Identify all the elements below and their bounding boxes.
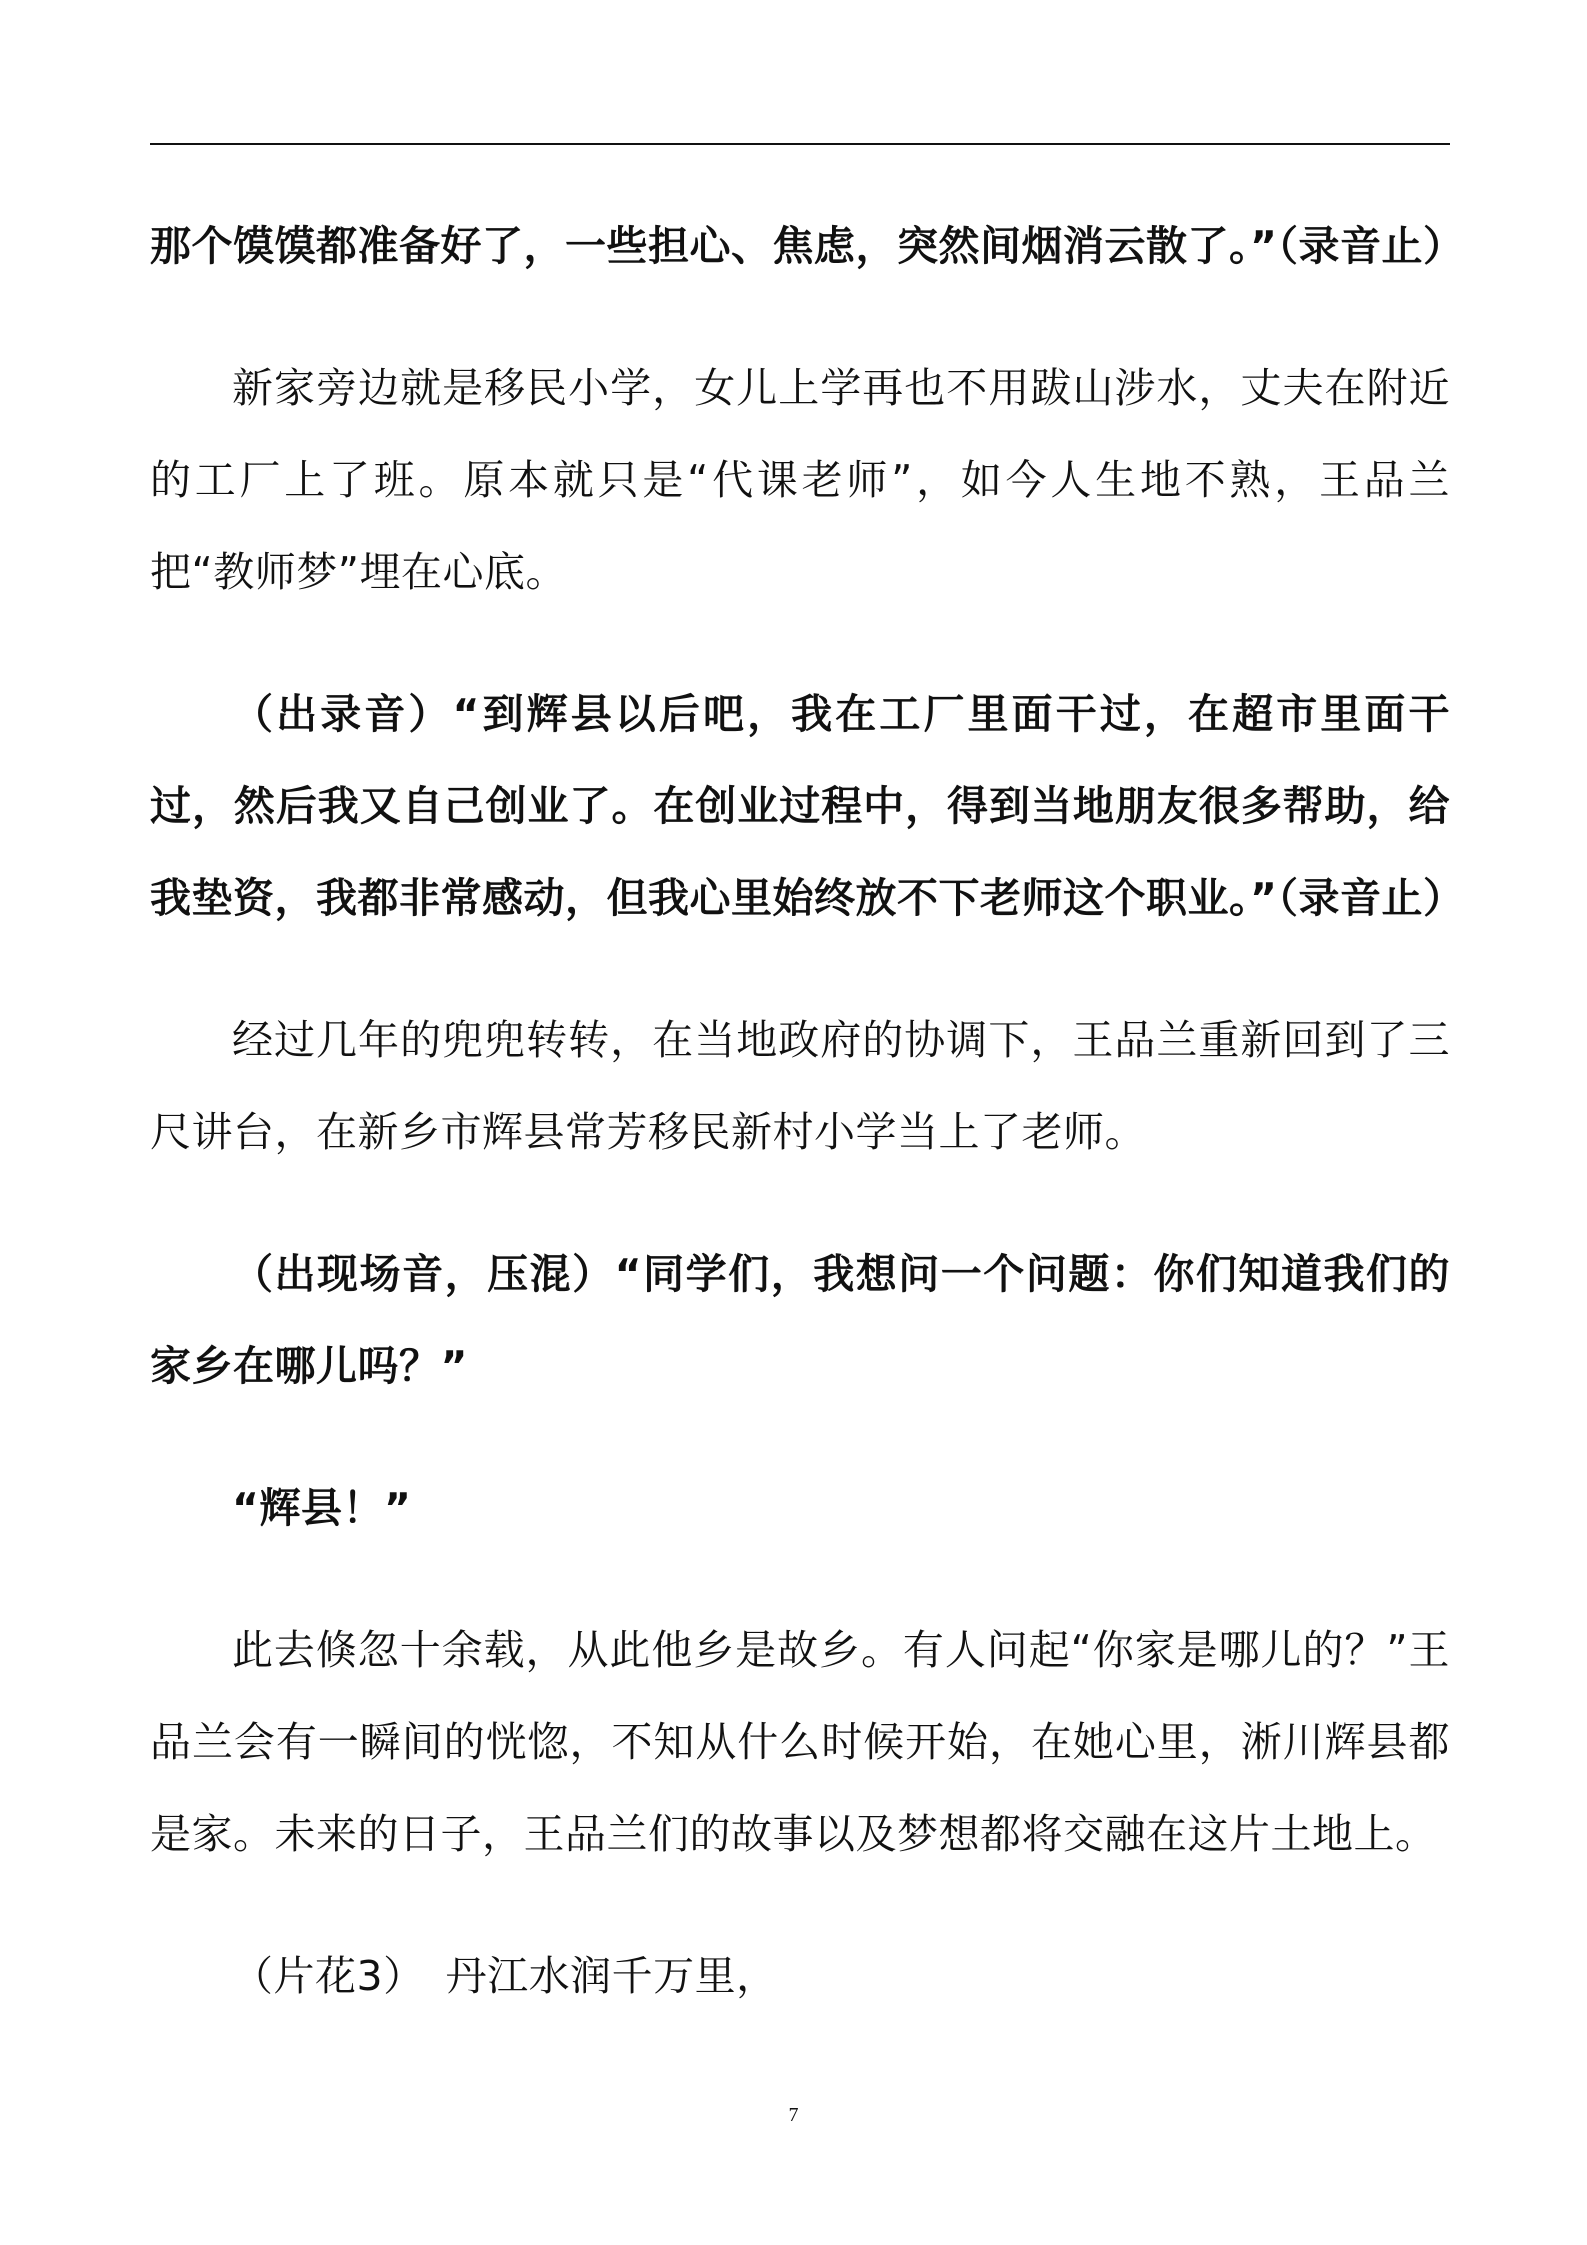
- paragraph-interlude: （片花3） 丹江水润千万里，: [232, 1952, 778, 2000]
- paragraph-new-home: 新家旁边就是移民小学，女儿上学再也不用跋山涉水，丈夫在附近的工厂上了班。原本就只是“代课老师”，如今人生地不熟，王品兰把“教师梦”埋在心底。: [150, 364, 1450, 596]
- paragraph-return-to-teaching: 经过几年的兜兜转转，在当地政府的协调下，王品兰重新回到了三尺讲台，在新乡市辉县常芳移民新村小学当上了老师。: [150, 1016, 1450, 1156]
- paragraph-recording-end-1: 那个馍馍都准备好了，一些担心、焦虑，突然间烟消云散了。”（录音止）: [150, 222, 1465, 270]
- paragraph-students-answer: “辉县！”: [232, 1484, 412, 1532]
- body-text: [150, 200, 1465, 2022]
- header-rule: [150, 143, 1450, 145]
- page-number: 7: [788, 2104, 799, 2126]
- paragraph-hometown: 此去倏忽十余载，从此他乡是故乡。有人问起“你家是哪儿的？”王品兰会有一瞬间的恍惚，不知从什么时候开始，在她心里，淅川辉县都是家。未来的日子，王品兰们的故事以及梦想都将交融在这片土地上。: [150, 1626, 1450, 1858]
- paragraph-classroom-sound: （出现场音，压混）“同学们，我想问一个问题：你们知道我们的家乡在哪儿吗？”: [150, 1250, 1450, 1390]
- paragraph-recording-huixian: （出录音）“到辉县以后吧，我在工厂里面干过，在超市里面干过，然后我又自己创业了。在创业过程中，得到当地朋友很多帮助，给我垫资，我都非常感动，但我心里始终放不下老师这个职业。”（录音止）: [150, 690, 1465, 922]
